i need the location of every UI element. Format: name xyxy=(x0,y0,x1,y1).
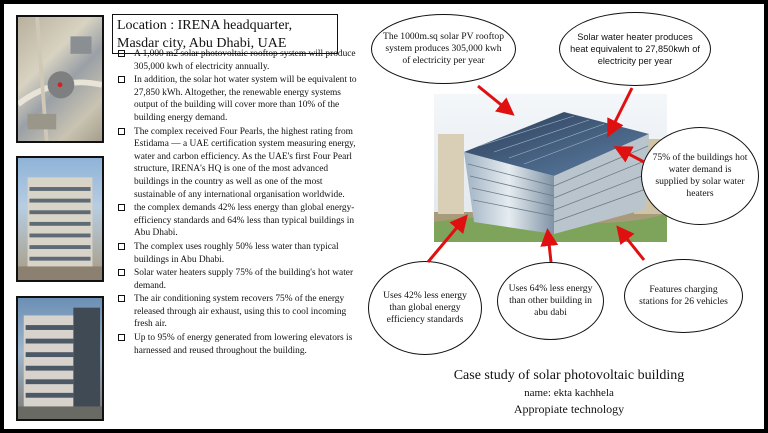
location-line-1: Location : IRENA headquarter, xyxy=(117,18,293,33)
checkbox-bullet-icon xyxy=(118,50,125,57)
callout-hot-water-demand: 75% of the buildings hot water demand is supplied by solar water heaters xyxy=(641,127,759,225)
list-item: The air conditioning system recovers 75% of the energy released through air exhaust, using this to cool incoming fresh air. xyxy=(118,293,362,331)
callout-charging-stations: Features charging stations for 26 vehicles xyxy=(624,259,743,333)
building-render-image xyxy=(434,94,667,242)
list-item: Up to 95% of energy generated from lowering elevators is harnessed and reused throughout the building. xyxy=(118,332,362,357)
location-line-2: Masdar city, Abu Dhabi, UAE xyxy=(117,36,287,51)
list-item: The complex received Four Pearls, the highest rating from Estidama — a UAE certification system measuring energy, water and carbon efficiency. As the UAE's first Four Pearl structure, IRENA's HQ is one of the most advanced buildings in the country as well as one of the most sustainable of any international organisation worldwide. xyxy=(118,126,362,202)
slide-title: Case study of solar photovoltaic building xyxy=(453,368,685,383)
list-item: Solar water heaters supply 75% of the building's hot water demand. xyxy=(118,267,362,292)
list-item: the complex demands 42% less energy than global energy-efficiency standards and 64% less than typical buildings in Abu Dhabi. xyxy=(118,202,362,240)
callout-less-energy-global: Uses 42% less energy than global energy efficiency standards xyxy=(368,261,482,355)
checkbox-bullet-icon xyxy=(118,295,125,302)
checkbox-bullet-icon xyxy=(118,334,125,341)
list-item: In addition, the solar hot water system will be equivalent to 27,850 kWh. Altogether, the renewable energy systems output of the building will cover more than 10% of the building energy demand. xyxy=(118,74,362,124)
checkbox-bullet-icon xyxy=(118,76,125,83)
slide xyxy=(4,4,764,429)
checkbox-bullet-icon xyxy=(118,128,125,135)
building-photo-side xyxy=(16,296,104,421)
checkbox-bullet-icon xyxy=(118,243,125,250)
author-name: name: ekta kachhela xyxy=(524,387,614,399)
building-photo-front xyxy=(16,156,104,282)
checkbox-bullet-icon xyxy=(118,204,125,211)
list-item: A 1,000 m2 solar photovoltaic rooftop system will produce 305,000 kwh of electricity annually. xyxy=(118,48,362,73)
checkbox-bullet-icon xyxy=(118,269,125,276)
callout-less-energy-local: Uses 64% less energy than other building in abu dabi xyxy=(497,262,604,340)
callout-pv-rooftop: The 1000m.sq solar PV rooftop system produces 305,000 kwh of electricity per year xyxy=(371,14,516,84)
callout-water-heater: Solar water heater produces heat equivalent to 27,850kwh of electricity per year xyxy=(559,12,711,86)
list-item: The complex uses roughly 50% less water than typical buildings in Abu Dhabi. xyxy=(118,241,362,266)
course-subtitle: Appropiate technology xyxy=(513,402,625,416)
aerial-site-photo xyxy=(16,15,104,143)
facts-list xyxy=(118,48,362,358)
